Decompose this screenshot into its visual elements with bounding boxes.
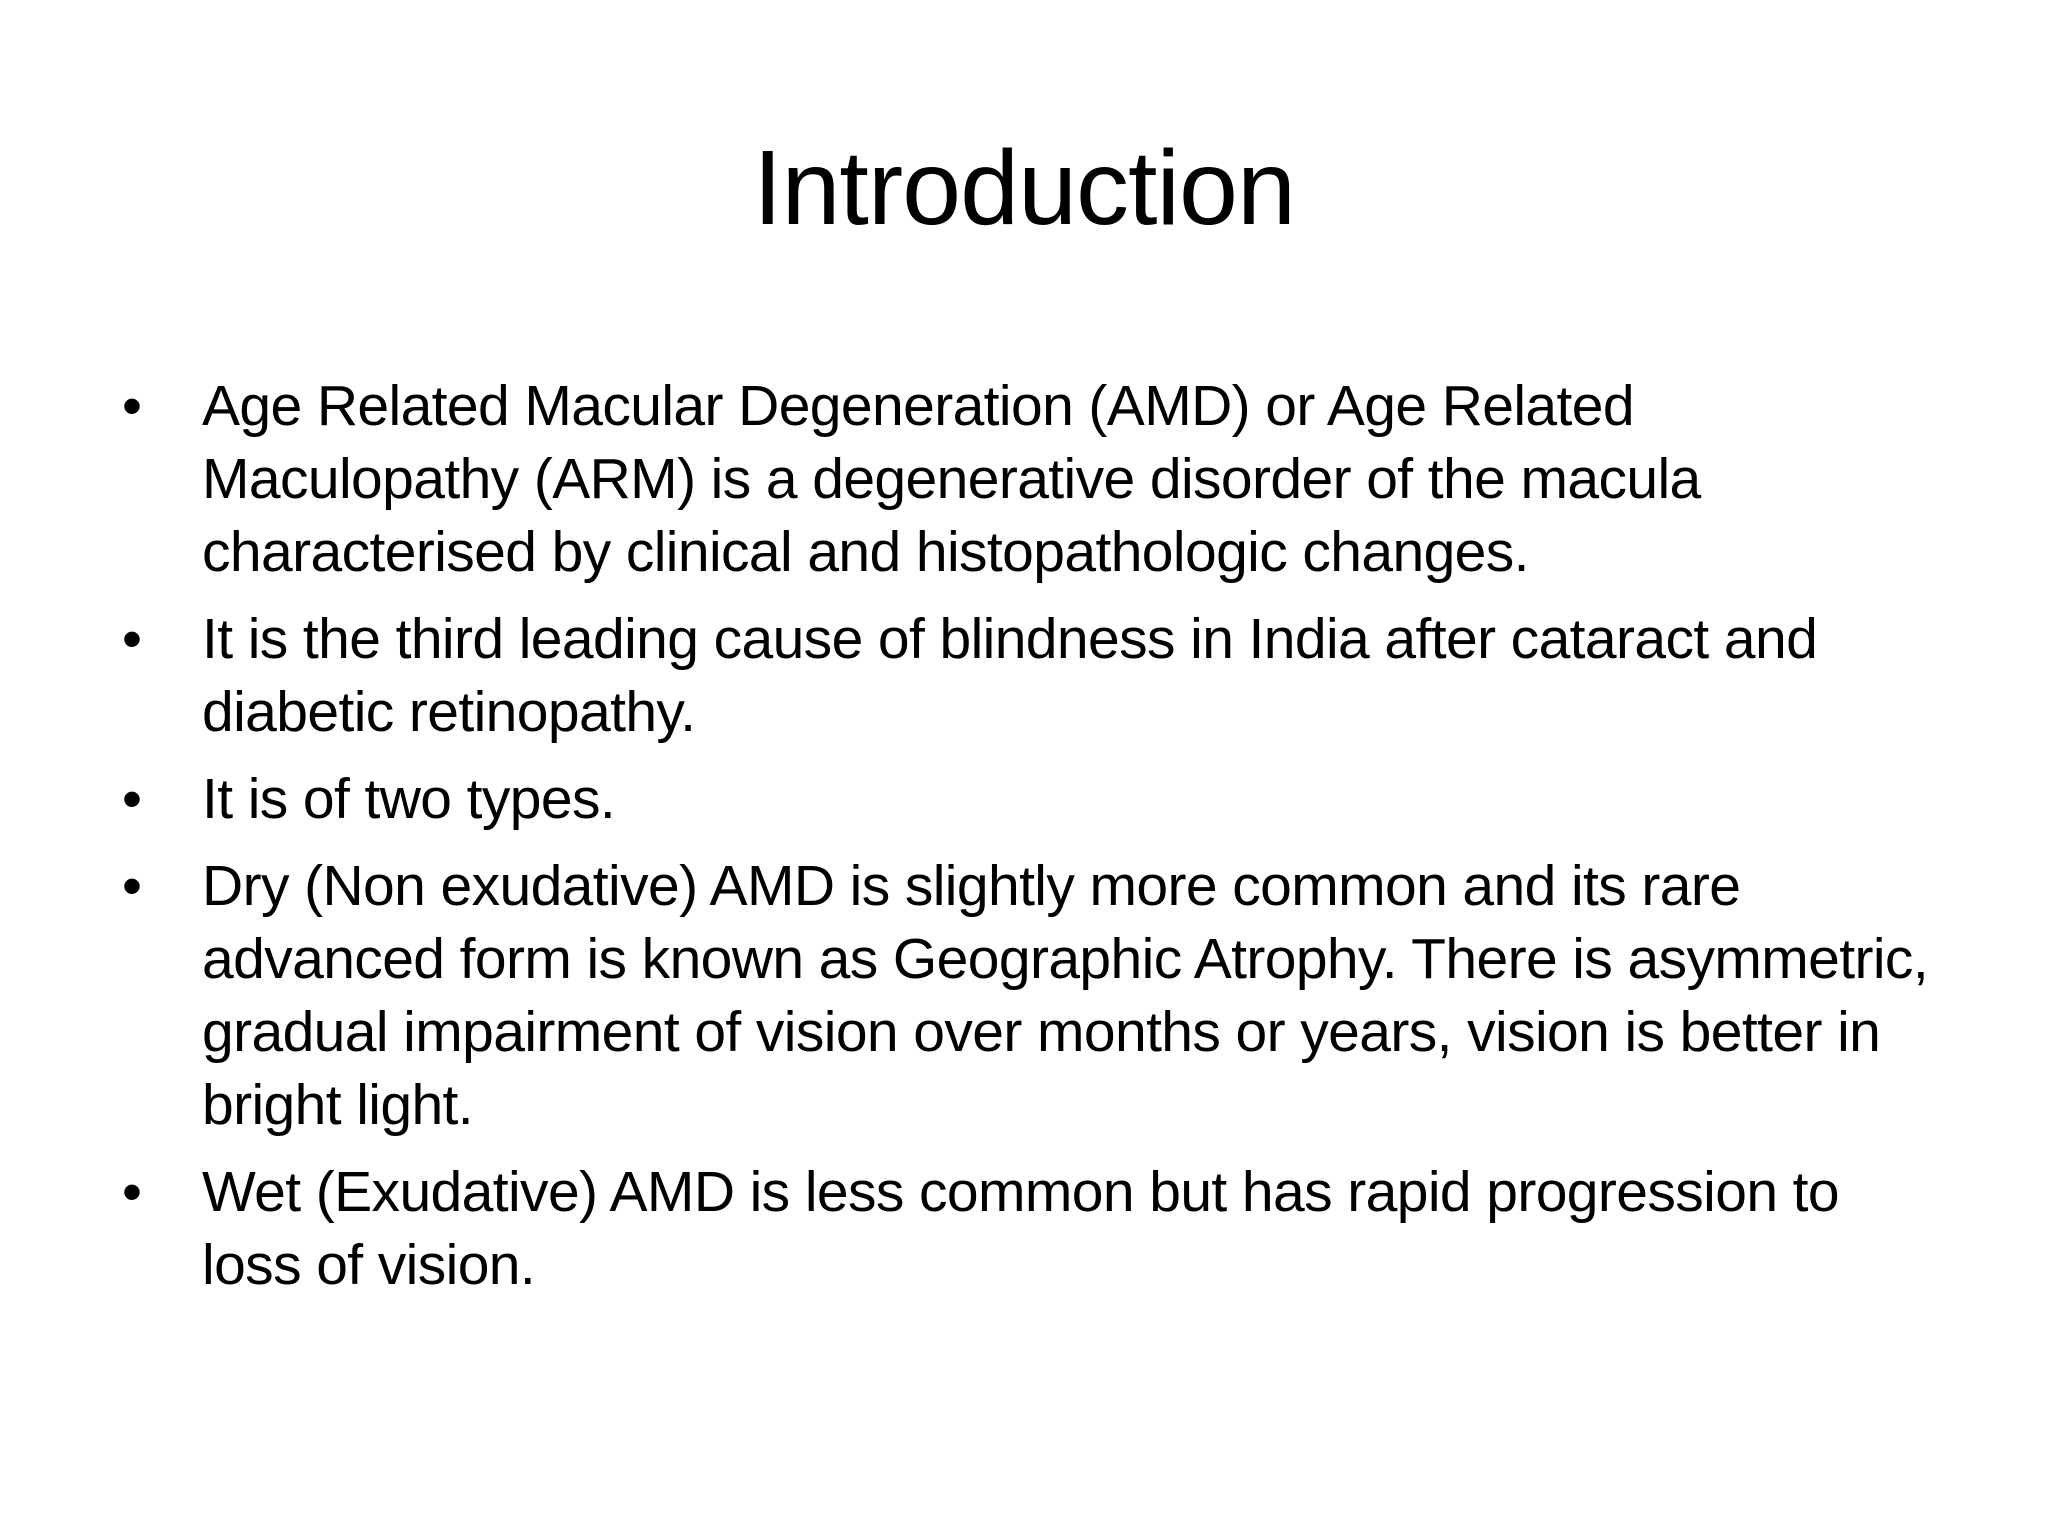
- bullet-item: [120, 370, 1940, 589]
- bullet-item: [120, 1156, 1940, 1302]
- bullet-dot: •: [122, 607, 142, 671]
- bullet-dot: •: [122, 767, 142, 831]
- bullet-list: [120, 370, 1940, 1316]
- slide-title: Introduction: [753, 129, 1295, 247]
- bullet-item: [120, 763, 1940, 836]
- bullet-text: It is of two types.: [202, 767, 616, 831]
- bullet-item: [120, 603, 1940, 749]
- bullet-text: It is the third leading cause of blindness in India after cataract and diabetic retinopathy.: [202, 607, 1818, 744]
- bullet-text: Dry (Non exudative) AMD is slightly more common and its rare advanced form is known as Geographic Atrophy. There is asymmetric, gradual impairment of vision over months or years, vision is better in bright light.: [202, 854, 1929, 1137]
- bullet-text: Wet (Exudative) AMD is less common but has rapid progression to loss of vision.: [202, 1160, 1840, 1297]
- bullet-dot: •: [122, 374, 142, 438]
- bullet-dot: •: [122, 1160, 142, 1224]
- bullet-text: Age Related Macular Degeneration (AMD) or Age Related Maculopathy (ARM) is a degenerative disorder of the macula characterised by clinical and histopathologic changes.: [202, 374, 1701, 584]
- bullet-dot: •: [122, 854, 142, 918]
- bullet-item: [120, 850, 1940, 1142]
